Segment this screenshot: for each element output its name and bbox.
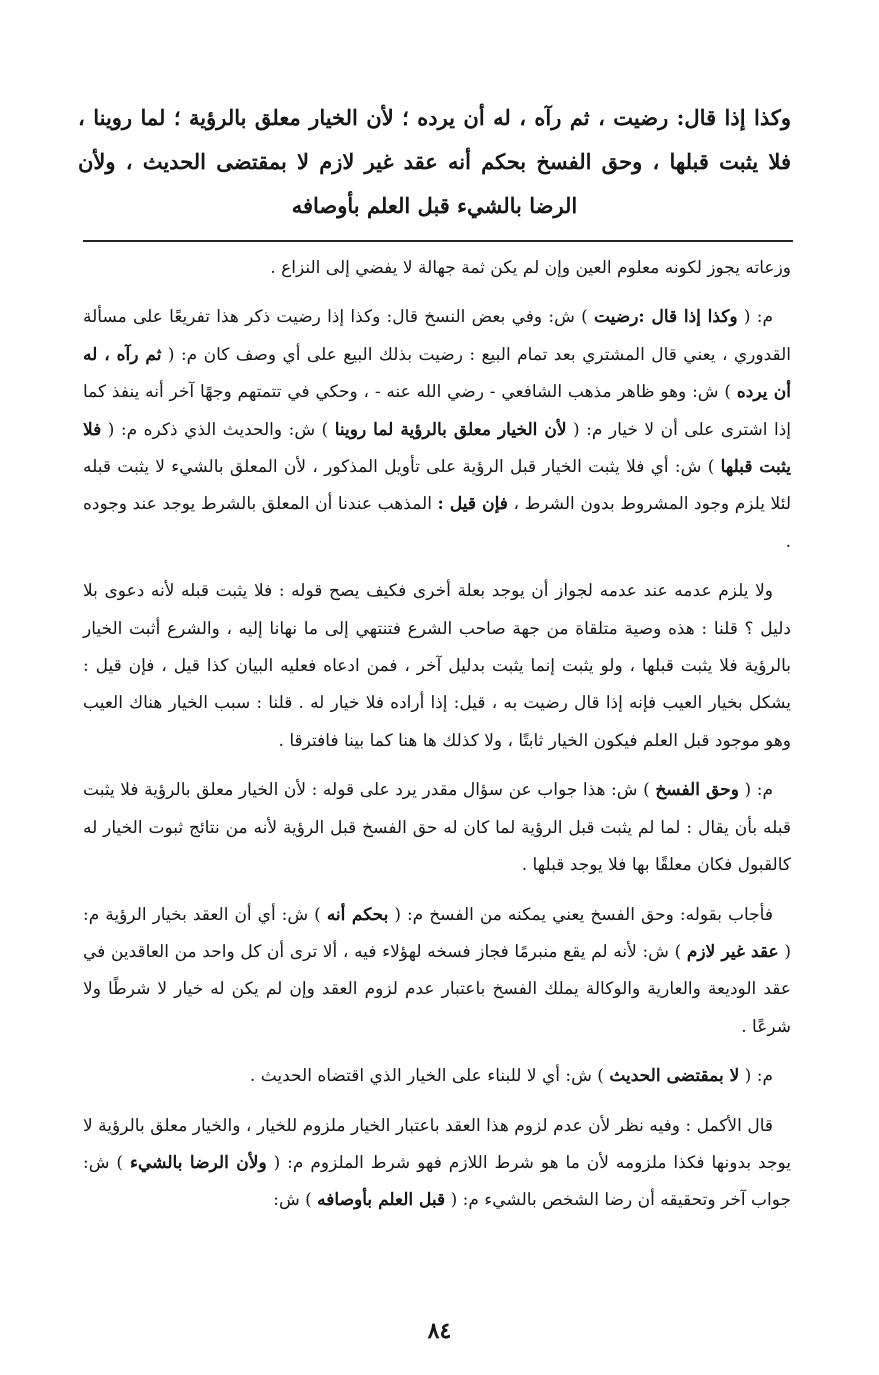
commentary-segment: ) ش: جواب آخر وتحقيقه أن رضا الشخص بالشيء م: (: [83, 1152, 791, 1211]
commentary-segment: ) ش:: [273, 1190, 318, 1211]
commentary-paragraph: [83, 573, 791, 760]
commentary-segment: ) ش: أي أن العقد بخيار الرؤية م: (: [83, 904, 791, 962]
quoted-matn-segment: فلا يثبت قبلها: [83, 419, 791, 478]
quoted-matn-segment: وكذا إذا قال :رضيت: [593, 307, 738, 328]
quoted-matn-segment: بحكم أنه: [326, 904, 389, 925]
commentary-segment: ) ش: والحديث الذي ذكره م: (: [101, 419, 335, 440]
matn-text: وكذا إذا قال: رضيت ، ثم رآه ، له أن يرده ؛ لأن الخيار معلق بالرؤية ؛ لما روينا ، فلا يثبت قبلها ، وحق الفسخ بحكم أنه عقد غير لازم لا بمقتضى الحديث ، ولأن الرضا بالشيء قبل العلم بأوصافه: [78, 105, 791, 218]
commentary-paragraph: [83, 897, 791, 1047]
commentary-paragraph: [83, 299, 791, 561]
commentary-segment: فأجاب بقوله: وحق الفسخ يعني يمكنه من الفسخ م: (: [388, 904, 773, 925]
quoted-matn-segment: ولأن الرضا بالشيء: [130, 1152, 267, 1173]
commentary-segment: ) ش: لأنه لم يقع منبرمًا فجاز فسخه لهؤلاء فيه ، ألا ترى أن كل واحد من العاقدين في عقد الوديعة والعارية والوكالة يملك الفسخ باعتبار عدم لزوم العقد وإن لم يكن له خيار لا شرطًا ولا شرعًا .: [83, 941, 791, 1037]
commentary-segment: ) ش: وفي بعض النسخ قال: وكذا إذا رضيت ذكر هذا تفريعًا على مسألة القدوري ، يعني قال المشتري بعد تمام البيع : رضيت بذلك البيع على أي وصف كان م: (: [83, 307, 791, 365]
commentary-segment: ولا يلزم عدمه عند عدمه لجواز أن يوجد بعلة أخرى فكيف يصح قوله : فلا يثبت قبله لأنه دعوى بلا دليل ؟ قلنا : هذه وصية متلقاة من جهة صاحب الشرع فتنتهي إلى ما نهانا إليه ، والشرع أثبت الخيار بالرؤية فلا يثبت قبلها ، ولو يثبت إنما يثبت بدليل آخر ، فمن ادعاه فعليه البيان كذا قيل ، فإن قيل : يشكل بخيار العيب فإنه إذا قال رضيت به ، قيل: إذا أراده فلا خيار له . قلنا : سبب الخيار هناك العيب وهو موجود قبل العلم فيكون الخيار ثابتًا ، ولا كذلك ها هنا كما بينا فافترقا .: [83, 581, 791, 751]
commentary-segment: ) ش: أي فلا يثبت الخيار قبل الرؤية على تأويل المذكور ، لأن المعلق بالشيء لا يثبت قبله لئلا يلزم وجود المشروط بدون الشرط ،: [83, 457, 792, 515]
commentary-segment: م: (: [737, 307, 774, 328]
commentary-segment: م: (: [738, 780, 773, 801]
commentary-segment: م: (: [739, 1066, 773, 1087]
quoted-matn-segment: فإن قيل :: [437, 494, 508, 515]
commentary-paragraph: [83, 250, 791, 287]
commentary-segment: وزعاته يجوز لكونه معلوم العين وإن لم يكن ثمة جهالة لا يفضي إلى النزاع .: [270, 258, 791, 278]
separator-rule: [83, 240, 793, 242]
quoted-matn-segment: وحق الفسخ: [655, 780, 739, 801]
quoted-matn-segment: ثم رآه ، له أن يرده: [83, 344, 791, 403]
quoted-matn-segment: قبل العلم بأوصافه: [317, 1190, 446, 1211]
commentary-segment: ) ش: وهو ظاهر مذهب الشافعي - رضي الله عنه - ، وحكي في تتمتهم وجهًا آخر أنه ينفذ كما إذا اشترى على أن لا خيار م: (: [83, 382, 791, 440]
commentary-segment: قال الأكمل : وفيه نظر لأن عدم لزوم هذا العقد باعتبار الخيار ملزوم للخيار ، والخيار معلق بالرؤية لا يوجد بدونها فكذا ملزومه لأن ما هو شرط اللازم فهو شرط الملزوم م: (: [83, 1115, 791, 1173]
quoted-matn-segment: عقد غير لازم: [686, 941, 779, 962]
commentary-paragraph: [83, 1108, 791, 1220]
quoted-matn-segment: لا بمقتضى الحديث: [609, 1066, 740, 1087]
commentary-body: [83, 250, 791, 1232]
page-number: ٨٤: [427, 1318, 452, 1344]
commentary-paragraph: [83, 772, 791, 884]
quoted-matn-segment: لأن الخيار معلق بالرؤية لما روينا: [334, 419, 567, 440]
commentary-segment: المذهب عندنا أن المعلق بالشرط يوجد عند وجوده .: [83, 494, 791, 552]
commentary-paragraph: [83, 1058, 791, 1095]
commentary-segment: ) ش: هذا جواب عن سؤال مقدر يرد على قوله : لأن الخيار معلق بالرؤية فلا يثبت قبله بأن يقال : لما لم يثبت قبل الرؤية لما كان له حق الفسخ قبل الرؤية لأنه من نتائج ثبوت الخيار له كالقبول فكان معلقًا بها فلا يوجد قبلها .: [83, 780, 791, 876]
commentary-segment: ) ش: أي لا للبناء على الخيار الذي اقتضاه الحديث .: [249, 1066, 610, 1087]
